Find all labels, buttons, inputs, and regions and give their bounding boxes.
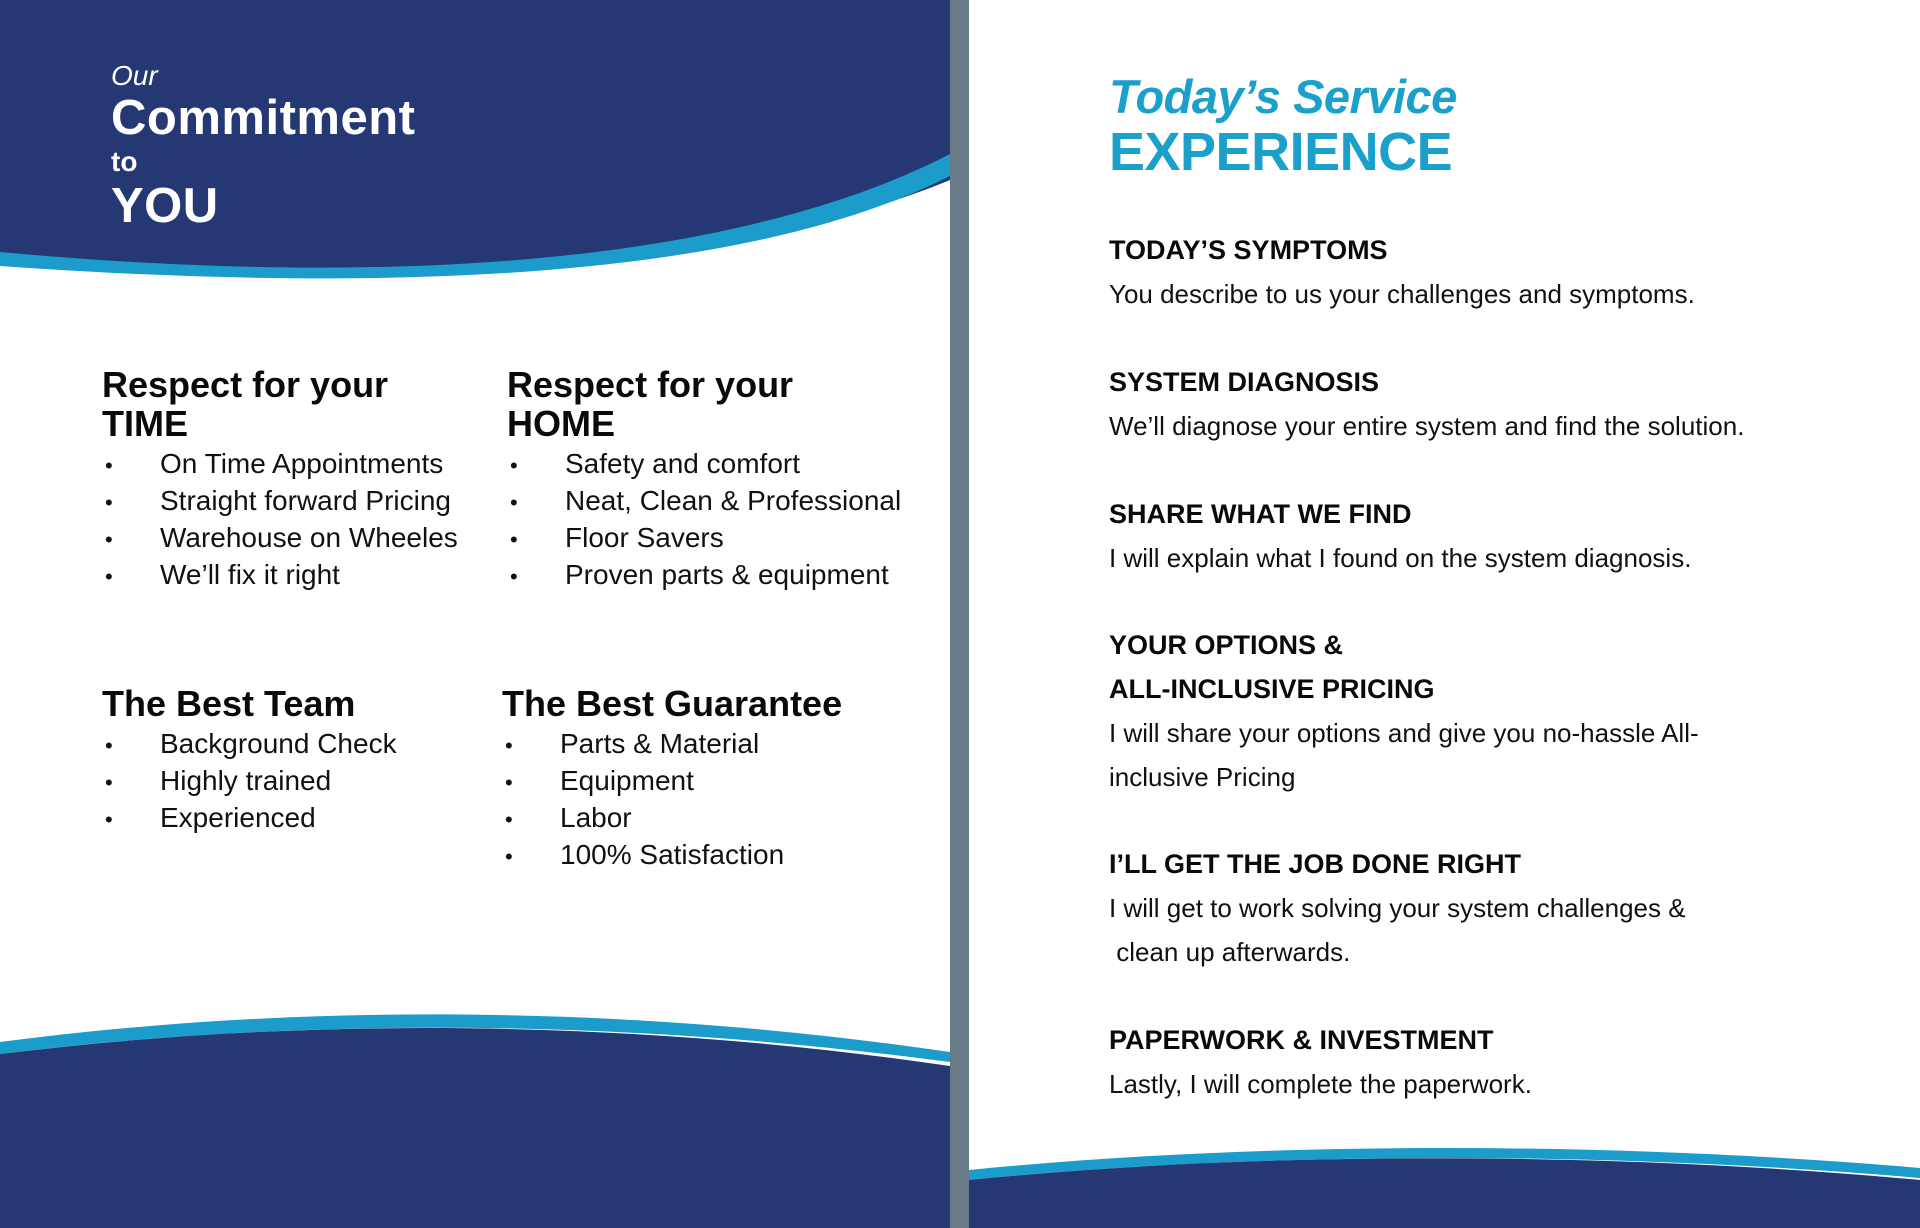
step-description xyxy=(1109,886,1889,974)
list-item xyxy=(507,483,901,520)
bullet-icon: • xyxy=(505,732,513,758)
list-item-text: Equipment xyxy=(560,764,694,796)
list-item xyxy=(102,483,458,520)
title-todays-service: Today’s Service xyxy=(1109,70,1457,123)
step-options-pricing xyxy=(1109,623,1889,799)
heading-our: Our xyxy=(111,60,158,91)
step-text-line: We’ll diagnose your entire system and find the solution. xyxy=(1109,411,1745,441)
section-title-line: TIME xyxy=(102,402,188,444)
bullet-icon: • xyxy=(105,526,113,552)
list-item-text: Parts & Material xyxy=(560,727,760,759)
best-guarantee-list xyxy=(502,726,842,874)
list-item xyxy=(102,800,397,837)
bullet-icon: • xyxy=(510,526,518,552)
step-text-line: I will share your options and give you no-hassle All- xyxy=(1109,718,1699,748)
list-item-text: Experienced xyxy=(160,801,316,833)
bullet-icon: • xyxy=(105,563,113,589)
step-share-what-we-find xyxy=(1109,492,1889,580)
title-experience: EXPERIENCE xyxy=(1109,122,1453,183)
section-title-line: HOME xyxy=(507,402,615,444)
bullet-icon: • xyxy=(505,843,513,869)
commitment-panel xyxy=(0,0,950,1228)
heading-to: to xyxy=(111,146,138,178)
step-description xyxy=(1109,536,1889,580)
bullet-icon: • xyxy=(510,452,518,478)
step-description xyxy=(1109,1062,1889,1106)
respect-time-title xyxy=(102,366,458,444)
commitment-heading xyxy=(111,58,415,232)
respect-time-list xyxy=(102,446,458,594)
list-item xyxy=(502,800,842,837)
step-description xyxy=(1109,272,1889,316)
step-text-line: I will get to work solving your system challenges & xyxy=(1109,893,1686,923)
section-title-line: The Best Team xyxy=(102,683,356,724)
step-job-done-right xyxy=(1109,842,1889,974)
bullet-icon: • xyxy=(505,806,513,832)
respect-home-list xyxy=(507,446,901,594)
bullet-icon: • xyxy=(510,563,518,589)
list-item xyxy=(102,763,397,800)
list-item xyxy=(502,837,842,874)
list-item xyxy=(102,557,458,594)
section-title-line: The Best Guarantee xyxy=(502,683,843,724)
list-item xyxy=(102,446,458,483)
list-item xyxy=(502,763,842,800)
step-text-line: clean up afterwards. xyxy=(1109,937,1351,967)
bullet-icon: • xyxy=(510,489,518,515)
step-heading xyxy=(1109,623,1889,711)
best-guarantee-title xyxy=(502,685,842,724)
list-item xyxy=(507,446,901,483)
bullet-icon: • xyxy=(105,806,113,832)
step-text-line: I will explain what I found on the system diagnosis. xyxy=(1109,543,1692,573)
list-item-text: Floor Savers xyxy=(565,521,724,553)
list-item xyxy=(102,726,397,763)
bottom-navy-banner xyxy=(0,1028,950,1228)
step-text-line: You describe to us your challenges and symptoms. xyxy=(1109,279,1695,309)
best-guarantee-section xyxy=(502,685,842,874)
step-heading-line: ALL-INCLUSIVE PRICING xyxy=(1109,674,1435,704)
bullet-icon: • xyxy=(105,452,113,478)
step-description xyxy=(1109,404,1889,448)
bullet-icon: • xyxy=(105,489,113,515)
list-item-text: Safety and comfort xyxy=(565,447,801,479)
bullet-icon: • xyxy=(105,732,113,758)
bottom-navy-banner xyxy=(969,1158,1920,1228)
heading-commitment: Commitment xyxy=(111,91,416,145)
section-title-line: Respect for your xyxy=(102,364,389,405)
list-item-text: Straight forward Pricing xyxy=(160,484,452,516)
best-team-list xyxy=(102,726,397,837)
respect-time-section xyxy=(102,366,458,594)
panel-divider xyxy=(950,0,969,1228)
best-team-title xyxy=(102,685,397,724)
list-item xyxy=(507,557,901,594)
step-heading: SYSTEM DIAGNOSIS xyxy=(1109,367,1380,397)
step-system-diagnosis xyxy=(1109,360,1889,448)
heading-you: YOU xyxy=(111,178,219,233)
list-item-text: Warehouse on Wheeles xyxy=(160,521,458,553)
list-item-text: On Time Appointments xyxy=(160,447,444,479)
list-item-text: We’ll fix it right xyxy=(160,558,340,590)
respect-home-section xyxy=(507,366,901,594)
best-team-section xyxy=(102,685,397,837)
step-heading: PAPERWORK & INVESTMENT xyxy=(1109,1025,1494,1055)
list-item-text: Background Check xyxy=(160,727,397,759)
step-text-line: inclusive Pricing xyxy=(1109,762,1296,792)
list-item-text: Neat, Clean & Professional xyxy=(565,484,902,516)
step-heading: I’LL GET THE JOB DONE RIGHT xyxy=(1109,849,1522,879)
list-item xyxy=(507,520,901,557)
list-item-text: Labor xyxy=(560,801,632,833)
list-item-text: Proven parts & equipment xyxy=(565,558,889,590)
step-paperwork-investment xyxy=(1109,1018,1889,1106)
step-text-line: Lastly, I will complete the paperwork. xyxy=(1109,1069,1532,1099)
section-title-line: Respect for your xyxy=(507,364,794,405)
service-experience-panel xyxy=(969,0,1920,1228)
step-description xyxy=(1109,711,1889,799)
bullet-icon: • xyxy=(105,769,113,795)
respect-home-title xyxy=(507,366,901,444)
bullet-icon: • xyxy=(505,769,513,795)
step-heading-line: YOUR OPTIONS & xyxy=(1109,630,1344,660)
list-item-text: 100% Satisfaction xyxy=(560,838,785,870)
step-todays-symptoms xyxy=(1109,228,1889,316)
step-heading: TODAY’S SYMPTOMS xyxy=(1109,235,1388,265)
step-heading: SHARE WHAT WE FIND xyxy=(1109,499,1412,529)
service-experience-title xyxy=(1109,70,1457,181)
list-item xyxy=(502,726,842,763)
list-item-text: Highly trained xyxy=(160,764,332,796)
list-item xyxy=(102,520,458,557)
